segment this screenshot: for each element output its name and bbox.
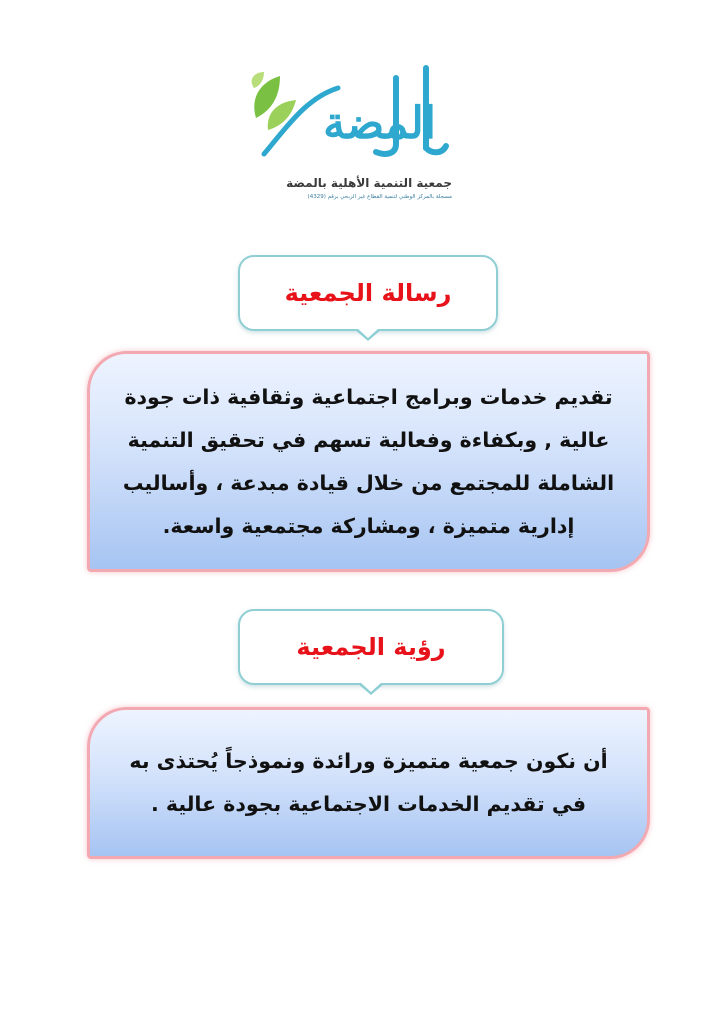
mission-line: تقديم خدمات وبرامج اجتماعية وثقافية ذات جودة — [124, 385, 613, 409]
vision-line: في تقديم الخدمات الاجتماعية بجودة عالية . — [151, 792, 586, 816]
organization-logo — [246, 58, 460, 208]
vision-heading — [238, 609, 504, 685]
mission-card — [87, 351, 650, 572]
mission-line: عالية , وبكفاءة وفعالية تسهم في تحقيق التنمية — [127, 428, 610, 452]
vision-card — [87, 707, 650, 859]
mission-heading — [238, 255, 498, 331]
mission-line: إدارية متميزة ، ومشاركة مجتمعية واسعة. — [162, 514, 575, 538]
mission-line: الشاملة للمجتمع من خلال قيادة مبدعة ، وأساليب — [122, 471, 615, 495]
logo-name: المضة — [323, 98, 436, 149]
vision-title: رؤية الجمعية — [296, 633, 446, 661]
logo-registration: مسجلة بالمركز الوطني لتنمية القطاع غير الربحي برقم (4329) — [307, 194, 452, 200]
logo-subtitle: جمعية التنمية الأهلية بالمضة — [286, 176, 452, 190]
mission-title: رسالة الجمعية — [284, 279, 452, 307]
vision-line: أن نكون جمعية متميزة ورائدة ونموذجاً يُحتذى به — [129, 749, 608, 773]
